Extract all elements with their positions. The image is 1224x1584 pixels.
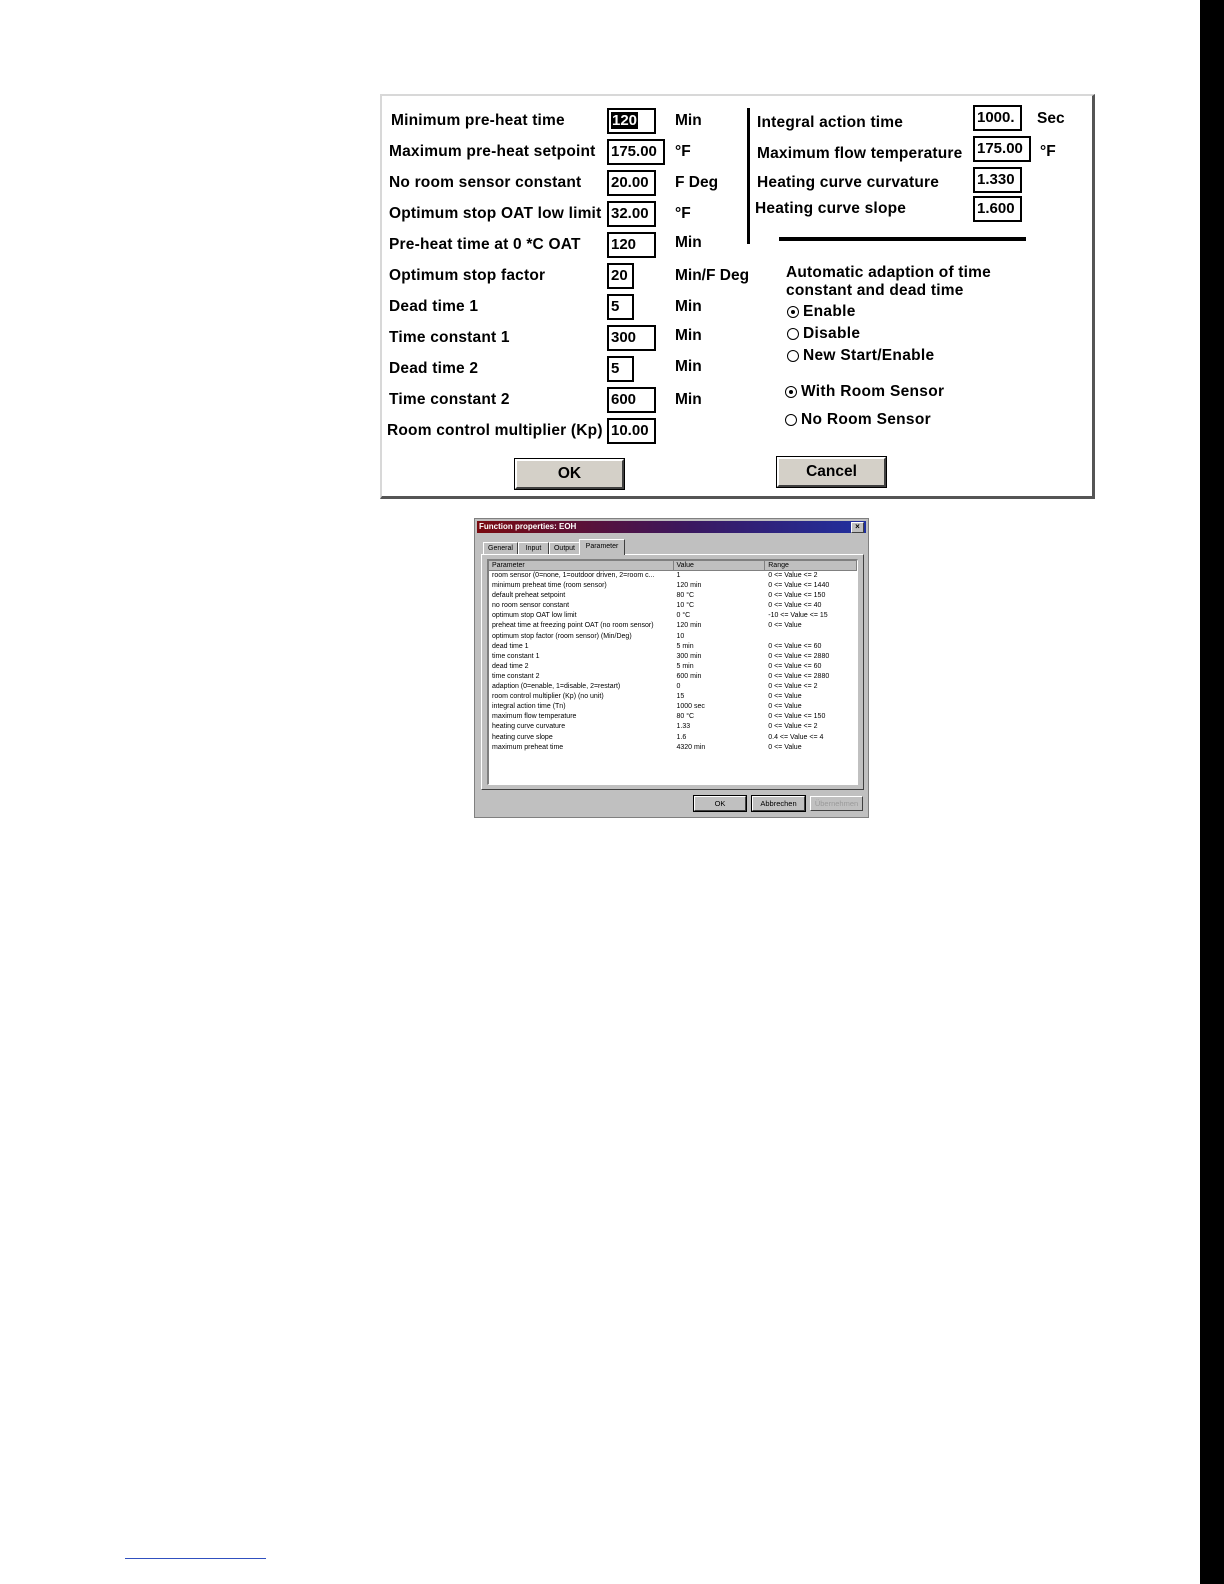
horizontal-divider <box>779 237 1026 241</box>
dead-time-2-label: Dead time 2 <box>389 360 479 377</box>
parameter-cell: maximum flow temperature <box>492 713 577 721</box>
parameter-cell: maximum preheat time <box>492 743 564 751</box>
window-title: Function properties: EOH <box>479 522 577 531</box>
dead-time-1-unit: Min <box>675 298 702 315</box>
value-cell: 1000 sec <box>676 703 705 711</box>
parameter-cell: optimum stop factor (room sensor) (Min/Deg) <box>492 632 632 640</box>
table-row[interactable] <box>489 743 857 753</box>
radio-unchecked-icon <box>787 328 799 340</box>
integral-action-time-label: Integral action time <box>757 114 904 131</box>
value-cell: 1.6 <box>676 733 687 741</box>
table-row[interactable] <box>489 621 857 631</box>
heating-curve-slope-label: Heating curve slope <box>755 200 907 217</box>
table-row[interactable] <box>489 571 857 581</box>
optimum-stop-oat-low-limit-label: Optimum stop OAT low limit <box>389 205 602 222</box>
range-cell: 0 <= Value <= 2 <box>768 683 818 691</box>
integral-action-time-field[interactable]: 1000. <box>973 105 1022 131</box>
max-flow-temperature-unit: °F <box>1040 143 1056 160</box>
value-cell: 5 min <box>676 642 694 650</box>
vertical-divider <box>747 108 750 244</box>
range-cell: 0 <= Value <= 1440 <box>768 582 830 590</box>
heating-curve-slope-field[interactable]: 1.600 <box>973 196 1022 222</box>
min-preheat-time-field[interactable] <box>607 108 656 134</box>
value-cell: 0 <box>676 683 681 691</box>
value-cell: 15 <box>676 693 685 701</box>
range-cell: 0 <= Value <= 2 <box>768 572 818 579</box>
parameter-cell: room sensor (0=none, 1=outdoor driven, 2=room c... <box>492 572 655 579</box>
table-row[interactable] <box>489 682 857 692</box>
parameter-cell: heating curve curvature <box>492 723 566 731</box>
min-preheat-time-label: Minimum pre-heat time <box>391 112 565 129</box>
adaption-title-line-1: Automatic adaption of time <box>786 264 991 281</box>
radio-new-start-enable-label: New Start/Enable <box>803 347 935 364</box>
cancel-button[interactable]: Cancel <box>777 457 886 487</box>
range-cell: 0 <= Value <= 40 <box>768 602 822 610</box>
preheat-time-at-0c-unit: Min <box>675 234 702 251</box>
ok-button[interactable]: OK <box>515 459 624 489</box>
range-cell: 0 <= Value <box>768 703 802 711</box>
value-cell: 0 °C <box>676 612 691 620</box>
grid-body <box>489 571 857 753</box>
radio-checked-icon <box>785 386 797 398</box>
value-cell: 10 °C <box>676 602 695 610</box>
heating-curve-curvature-field[interactable]: 1.330 <box>973 167 1022 193</box>
value-cell: 1.33 <box>676 723 691 731</box>
value-cell: 5 min <box>676 662 694 670</box>
tab-general[interactable]: General <box>483 542 518 555</box>
radio-disable-label: Disable <box>803 325 861 342</box>
max-preheat-setpoint-unit: °F <box>675 143 691 160</box>
radio-no-room-sensor[interactable] <box>785 411 931 429</box>
range-cell: 0 <= Value <= 2880 <box>768 652 830 660</box>
optimum-stop-oat-low-limit-unit: °F <box>675 205 691 222</box>
no-room-sensor-constant-field[interactable]: 20.00 <box>607 170 656 196</box>
min-preheat-time-unit: Min <box>675 112 702 129</box>
table-row[interactable] <box>489 611 857 621</box>
radio-with-room-sensor-label: With Room Sensor <box>801 383 945 400</box>
table-row[interactable] <box>489 712 857 722</box>
parameter-cell: optimum stop OAT low limit <box>492 612 577 620</box>
radio-disable[interactable] <box>787 325 860 343</box>
tab-parameter[interactable]: Parameter <box>579 539 625 555</box>
table-row[interactable] <box>489 733 857 743</box>
value-cell: 1 <box>676 572 681 579</box>
parameter-cell: time constant 2 <box>492 672 540 680</box>
value-cell: 120 min <box>676 582 702 590</box>
dead-time-2-unit: Min <box>675 358 702 375</box>
range-cell: 0 <= Value <= 60 <box>768 642 822 650</box>
parameter-cell: integral action time (Tn) <box>492 703 566 711</box>
table-row[interactable] <box>489 642 857 652</box>
parameter-cell: no room sensor constant <box>492 602 570 610</box>
room-control-multiplier-label: Room control multiplier (Kp) <box>387 422 603 439</box>
radio-unchecked-icon <box>785 414 797 426</box>
value-cell: 120 min <box>676 622 702 630</box>
range-cell: -10 <= Value <= 15 <box>768 612 828 620</box>
parameter-cell: dead time 1 <box>492 642 529 650</box>
optimum-stop-factor-field[interactable]: 20 <box>607 263 634 289</box>
radio-checked-icon <box>787 306 799 318</box>
range-cell: 0 <= Value <= 150 <box>768 592 826 600</box>
time-constant-1-field[interactable]: 300 <box>607 325 656 351</box>
table-row[interactable] <box>489 591 857 601</box>
abbrechen-button[interactable]: Abbrechen <box>752 796 805 811</box>
parameter-cell: time constant 1 <box>492 652 540 660</box>
title-bar <box>477 521 866 533</box>
value-cell: 10 <box>676 632 685 640</box>
footnote-rule <box>125 1558 266 1559</box>
table-row[interactable] <box>489 702 857 712</box>
column-header-parameter[interactable]: Parameter <box>489 561 674 571</box>
value-cell: 600 min <box>676 672 702 680</box>
radio-with-room-sensor[interactable] <box>785 383 944 401</box>
radio-unchecked-icon <box>787 350 799 362</box>
page-edge-bar <box>1200 0 1224 1584</box>
time-constant-1-unit: Min <box>675 327 702 344</box>
max-flow-temperature-field[interactable]: 175.00 <box>973 136 1031 162</box>
grid-header <box>489 561 857 571</box>
range-cell: 0 <= Value <= 2 <box>768 723 818 731</box>
table-row[interactable] <box>489 692 857 702</box>
integral-action-time-unit: Sec <box>1037 110 1065 127</box>
radio-new-start-enable[interactable] <box>787 347 934 365</box>
time-constant-2-label: Time constant 2 <box>389 391 510 408</box>
table-row[interactable] <box>489 722 857 732</box>
parameter-cell: room control multiplier (Kp) (no unit) <box>492 693 604 701</box>
max-preheat-setpoint-field[interactable]: 175.00 <box>607 139 665 165</box>
value-cell: 80 °C <box>676 713 695 721</box>
value-cell: 80 °C <box>676 592 695 600</box>
range-cell: 0 <= Value <= 2880 <box>768 672 830 680</box>
preheat-time-at-0c-field[interactable]: 120 <box>607 232 656 258</box>
dead-time-2-field[interactable]: 5 <box>607 356 634 382</box>
range-cell: 0.4 <= Value <= 4 <box>768 733 824 741</box>
parameter-dialog <box>380 94 1095 499</box>
time-constant-2-field[interactable]: 600 <box>607 387 656 413</box>
parameter-cell: preheat time at freezing point OAT (no room sensor) <box>492 622 654 630</box>
value-cell: 300 min <box>676 652 702 660</box>
time-constant-1-label: Time constant 1 <box>389 329 510 346</box>
radio-enable[interactable] <box>787 303 856 321</box>
table-row[interactable] <box>489 662 857 672</box>
parameter-grid <box>487 559 858 785</box>
parameter-panel <box>481 554 864 790</box>
adaption-title-line-2: constant and dead time <box>786 282 964 299</box>
table-row[interactable] <box>489 672 857 682</box>
radio-no-room-sensor-label: No Room Sensor <box>801 411 931 428</box>
value-cell: 4320 min <box>676 743 706 751</box>
tab-output[interactable]: Output <box>549 542 580 555</box>
parameter-cell: default preheat setpoint <box>492 592 566 600</box>
parameter-cell: heating curve slope <box>492 733 553 741</box>
table-row[interactable] <box>489 632 857 642</box>
range-cell: 0 <= Value <box>768 743 802 751</box>
max-preheat-setpoint-label: Maximum pre-heat setpoint <box>389 143 596 160</box>
optimum-stop-factor-unit: Min/F Deg <box>675 267 750 284</box>
dead-time-1-label: Dead time 1 <box>389 298 479 315</box>
column-header-range[interactable]: Range <box>765 561 857 571</box>
preheat-time-at-0c-label: Pre-heat time at 0 *C OAT <box>389 236 581 253</box>
apply-button[interactable]: Übernehmen <box>810 796 863 811</box>
parameter-cell: adaption (0=enable, 1=disable, 2=restart) <box>492 683 621 691</box>
range-cell: 0 <= Value <box>768 622 802 630</box>
heating-curve-curvature-label: Heating curve curvature <box>757 174 940 191</box>
range-cell <box>765 632 857 642</box>
time-constant-2-unit: Min <box>675 391 702 408</box>
max-flow-temperature-label: Maximum flow temperature <box>757 145 963 162</box>
min-preheat-time-value: 120 <box>612 112 638 129</box>
optimum-stop-oat-low-limit-field[interactable]: 32.00 <box>607 201 656 227</box>
dead-time-1-field[interactable]: 5 <box>607 294 634 320</box>
close-icon[interactable]: × <box>851 522 864 533</box>
table-row[interactable] <box>489 652 857 662</box>
tab-input[interactable]: Input <box>518 542 549 555</box>
radio-enable-label: Enable <box>803 303 856 320</box>
dialog-ok-button[interactable]: OK <box>694 796 746 811</box>
parameter-cell: dead time 2 <box>492 662 529 670</box>
table-row[interactable] <box>489 601 857 611</box>
table-row[interactable] <box>489 581 857 591</box>
range-cell: 0 <= Value <= 150 <box>768 713 826 721</box>
optimum-stop-factor-label: Optimum stop factor <box>389 267 546 284</box>
range-cell: 0 <= Value <= 60 <box>768 662 822 670</box>
function-properties-dialog <box>474 518 869 818</box>
room-control-multiplier-field[interactable]: 10.00 <box>607 418 656 444</box>
no-room-sensor-constant-unit: F Deg <box>675 174 719 191</box>
column-header-value[interactable]: Value <box>674 561 766 571</box>
parameter-cell: minimum preheat time (room sensor) <box>492 582 607 590</box>
range-cell: 0 <= Value <box>768 693 802 701</box>
no-room-sensor-constant-label: No room sensor constant <box>389 174 582 191</box>
